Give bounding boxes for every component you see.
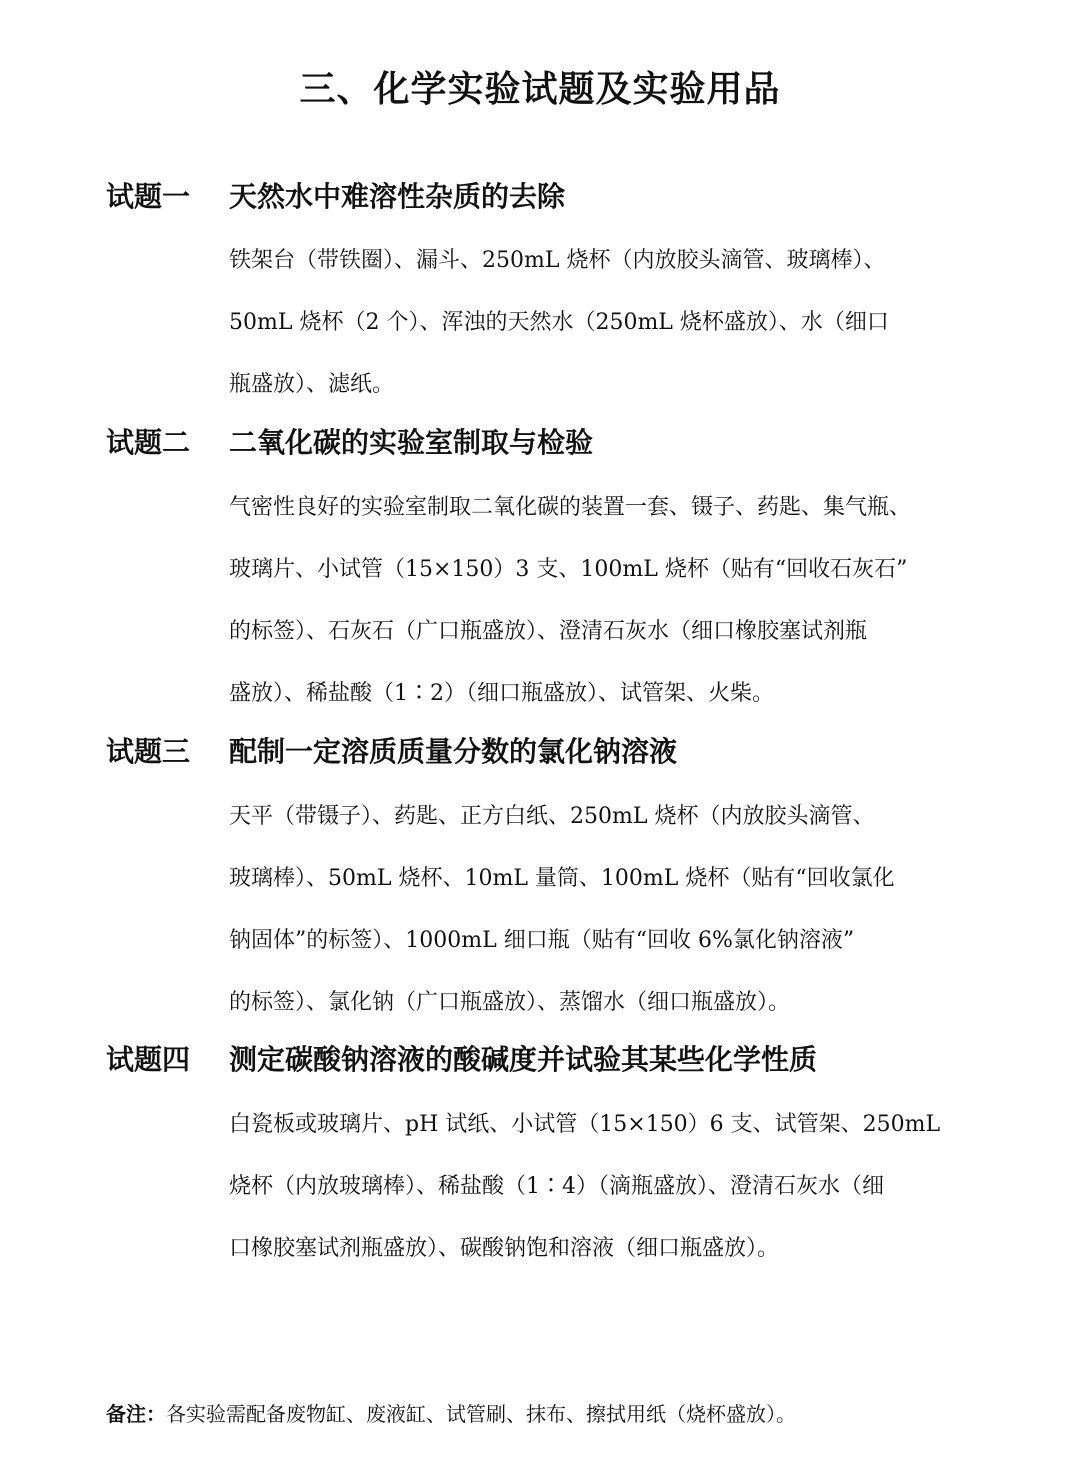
question-label: 试题四 bbox=[106, 1043, 191, 1076]
materials-line: 天平（带镊子）、药匙、正方白纸、250mL 烧杯（内放胶头滴管、 bbox=[229, 804, 875, 829]
page-title: 三、化学实验试题及实验用品 bbox=[299, 69, 781, 110]
materials-list bbox=[229, 1094, 940, 1280]
question-label: 试题二 bbox=[106, 426, 191, 459]
question-title: 配制一定溶质质量分数的氯化钠溶液 bbox=[229, 735, 678, 768]
question-label: 试题三 bbox=[106, 735, 191, 768]
question-title: 二氧化碳的实验室制取与检验 bbox=[229, 426, 594, 459]
materials-line: 的标签）、石灰石（广口瓶盛放）、澄清石灰水（细口橡胶塞试剂瓶 bbox=[229, 619, 868, 644]
materials-line: 铁架台（带铁圈）、漏斗、250mL 烧杯（内放胶头滴管、玻璃棒）、 bbox=[229, 248, 886, 273]
question-title: 天然水中难溶性杂质的去除 bbox=[229, 180, 566, 213]
materials-list bbox=[229, 230, 889, 416]
materials-line: 瓶盛放）、滤纸。 bbox=[229, 372, 395, 397]
note-text: 各实验需配备废物缸、废液缸、试管刷、抹布、擦拭用纸（烧杯盛放）。 bbox=[166, 1402, 796, 1426]
materials-list bbox=[229, 477, 911, 725]
note-label: 备注： bbox=[106, 1402, 166, 1426]
materials-line: 的标签）、氯化钠（广口瓶盛放）、蒸馏水（细口瓶盛放）。 bbox=[229, 990, 791, 1015]
materials-line: 白瓷板或玻璃片、pH 试纸、小试管（15×150）6 支、试管架、250mL bbox=[229, 1112, 941, 1137]
materials-line: 玻璃棒）、50mL 烧杯、10mL 量筒、100mL 烧杯（贴有“回收氯化 bbox=[229, 866, 895, 891]
materials-line: 玻璃片、小试管（15×150）3 支、100mL 烧杯（贴有“回收石灰石” bbox=[229, 557, 908, 582]
materials-line: 烧杯（内放玻璃棒）、稀盐酸（1∶4）（滴瓶盛放）、澄清石灰水（细 bbox=[229, 1174, 884, 1199]
materials-line: 气密性良好的实验室制取二氧化碳的装置一套、镊子、药匙、集气瓶、 bbox=[229, 495, 912, 520]
materials-line: 钠固体”的标签）、1000mL 细口瓶（贴有“回收 6%氯化钠溶液” bbox=[229, 928, 855, 953]
materials-line: 盛放）、稀盐酸（1∶2）（细口瓶盛放）、试管架、火柴。 bbox=[229, 681, 774, 706]
question-label: 试题一 bbox=[106, 180, 191, 213]
materials-list bbox=[229, 786, 895, 1034]
materials-line: 口橡胶塞试剂瓶盛放）、碳酸钠饱和溶液（细口瓶盛放）。 bbox=[229, 1236, 780, 1261]
materials-line: 50mL 烧杯（2 个）、浑浊的天然水（250mL 烧杯盛放）、水（细口 bbox=[229, 310, 889, 335]
question-title: 测定碳酸钠溶液的酸碱度并试验其某些化学性质 bbox=[229, 1043, 818, 1076]
note bbox=[106, 1396, 796, 1432]
